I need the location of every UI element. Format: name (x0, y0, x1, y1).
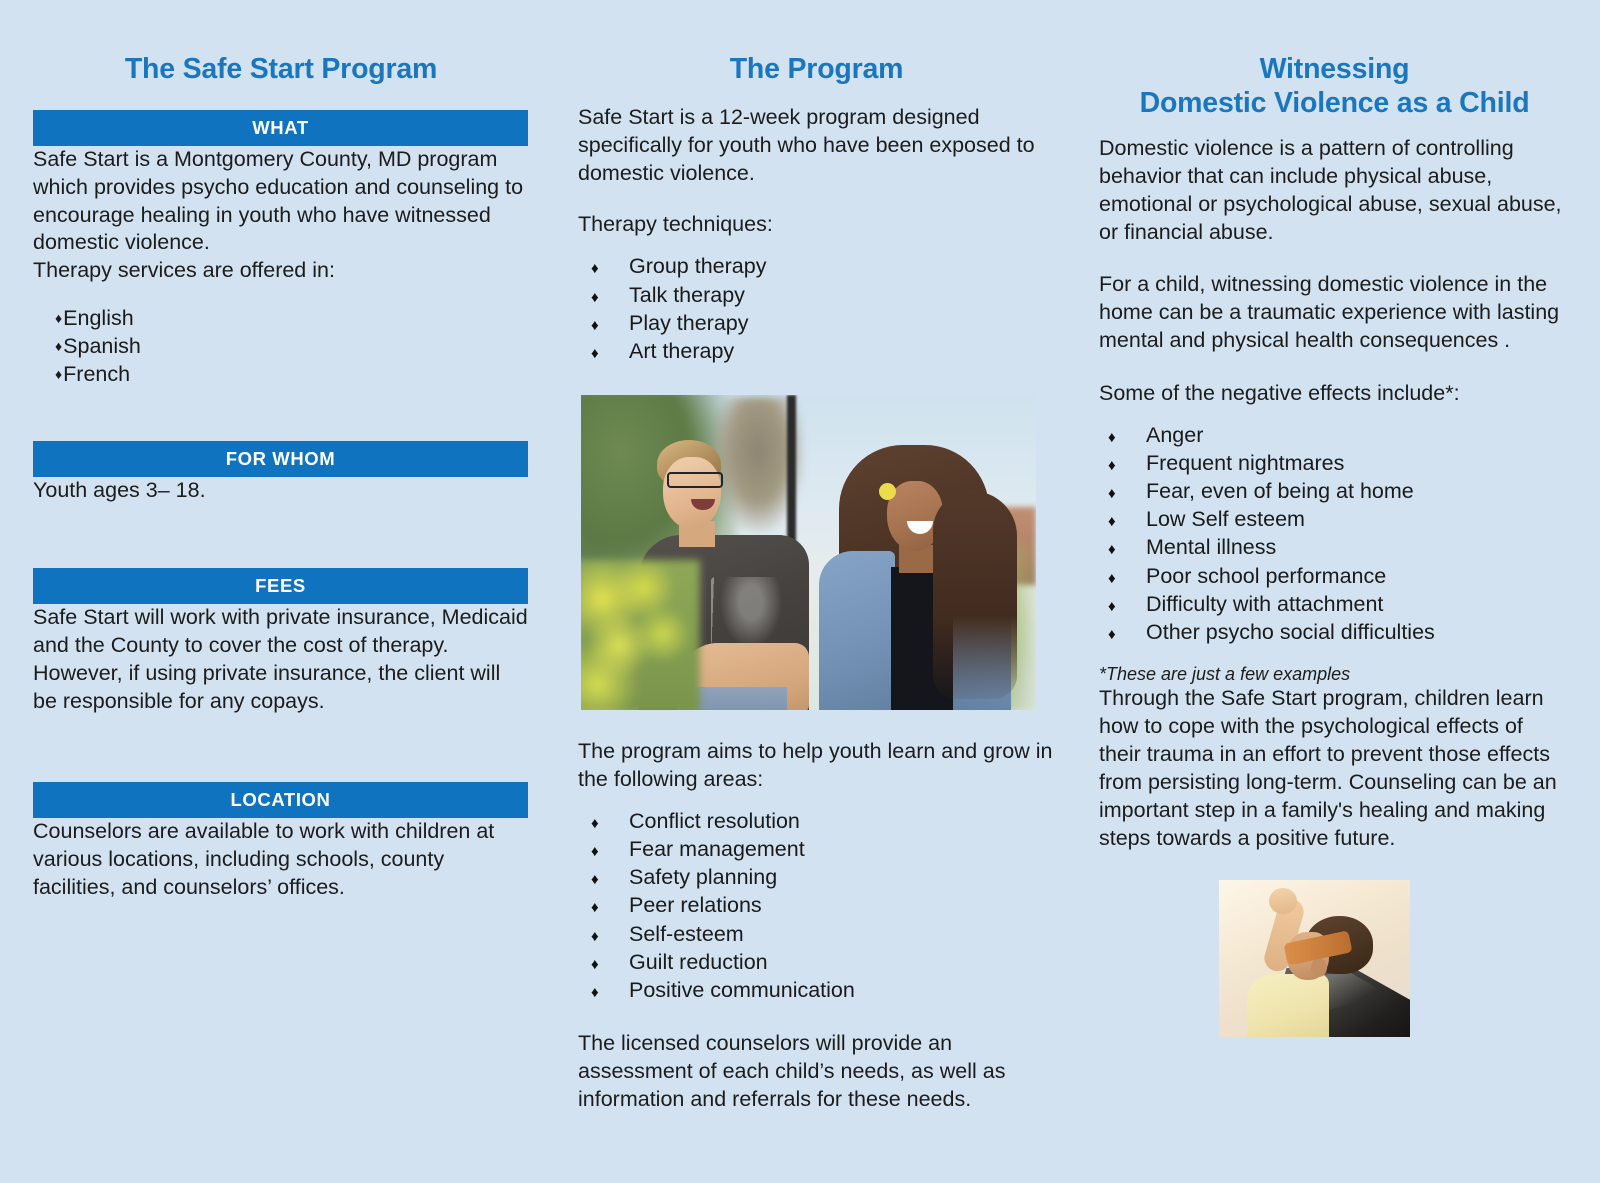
list-item (1099, 421, 1570, 449)
effect-label: Frequent nightmares (1146, 450, 1345, 475)
photo-boy-glasses (667, 472, 723, 488)
language-label: English (63, 306, 134, 331)
list-item (578, 920, 1055, 948)
section-bar-fees: FEES (33, 568, 528, 604)
bullet-diamond-icon: ♦ (55, 366, 63, 383)
dv-definition-paragraph: Domestic violence is a pattern of controlling behavior that can include physical abuse, emotional or psychological abuse, sexual abuse, or financial abuse. (1099, 136, 1562, 245)
photo-girl-hair-flower (879, 483, 896, 500)
technique-label: Art therapy (629, 338, 735, 363)
dv-child-impact-paragraph: For a child, witnessing domestic violence in the home can be a traumatic experience with lasting mental and physical health consequences . (1099, 272, 1560, 352)
bullet-diamond-icon: ♦ (1108, 625, 1116, 643)
aim-label: Guilt reduction (629, 949, 768, 974)
list-item (1099, 562, 1570, 590)
technique-label: Talk therapy (629, 282, 745, 307)
effect-label: Low Self esteem (1146, 507, 1305, 532)
technique-label: Group therapy (629, 254, 767, 279)
bullet-diamond-icon: ♦ (591, 344, 599, 362)
list-item (55, 361, 529, 389)
effect-label: Poor school performance (1146, 563, 1387, 588)
fees-paragraph: Safe Start will work with private insurance, Medicaid and the County to cover the cost of therapy. However, if using private insurance, the client will be responsible for any copays. (33, 605, 528, 713)
bullet-diamond-icon: ♦ (591, 814, 599, 832)
bullet-diamond-icon: ♦ (591, 871, 599, 889)
list-item (578, 976, 1055, 1004)
negative-effects-label: Some of the negative effects include*: (1099, 380, 1460, 405)
bullet-diamond-icon: ♦ (1108, 541, 1116, 559)
what-paragraph-2: Therapy services are offered in: (33, 258, 335, 283)
bullet-diamond-icon: ♦ (591, 983, 599, 1001)
list-item (55, 305, 529, 333)
language-label: Spanish (63, 334, 141, 359)
list-item (578, 252, 1055, 280)
photo-girl-jacket-left (819, 551, 895, 710)
list-item (578, 281, 1055, 309)
list-item (1099, 590, 1570, 618)
bullet-diamond-icon: ♦ (55, 310, 63, 327)
aim-label: Peer relations (629, 893, 762, 918)
language-label: French (63, 362, 131, 387)
bullet-diamond-icon: ♦ (591, 899, 599, 917)
effect-label: Anger (1146, 422, 1204, 447)
spacer (578, 710, 1055, 738)
photo-girl-hair-front (933, 491, 1017, 699)
bullet-diamond-icon: ♦ (1108, 513, 1116, 531)
section-bar-what: WHAT (33, 110, 528, 146)
bullet-diamond-icon: ♦ (55, 338, 63, 355)
right-column-title (1099, 53, 1570, 120)
list-item (578, 948, 1055, 976)
left-panel (0, 0, 553, 1183)
photo-child-shirt (1247, 974, 1329, 1037)
right-title-line-2: Domestic Violence as a Child (1139, 86, 1530, 119)
bullet-diamond-icon: ♦ (591, 843, 599, 861)
list-item (1099, 477, 1570, 505)
effects-footnote: *These are just a few examples (1099, 664, 1351, 684)
list-item (578, 835, 1055, 863)
bullet-diamond-icon: ♦ (1108, 485, 1116, 503)
section-bar-for-whom: FOR WHOM (33, 441, 528, 477)
hero-child-photo (1219, 880, 1410, 1037)
aim-label: Safety planning (629, 865, 778, 890)
bullet-diamond-icon: ♦ (591, 288, 599, 306)
list-item (578, 863, 1055, 891)
left-column-title: The Safe Start Program (124, 53, 438, 85)
for-whom-paragraph: Youth ages 3– 18. (33, 478, 206, 503)
middle-column-title: The Program (729, 53, 904, 85)
bullet-diamond-icon: ♦ (591, 316, 599, 334)
effect-label: Other psycho social difficulties (1146, 619, 1435, 644)
bullet-diamond-icon: ♦ (591, 927, 599, 945)
bullet-diamond-icon: ♦ (1108, 428, 1116, 446)
photo-child-fist (1269, 888, 1297, 914)
effect-label: Fear, even of being at home (1146, 479, 1414, 504)
therapy-techniques-list (578, 252, 1055, 365)
right-title-line-1: Witnessing (1259, 53, 1410, 85)
list-item (1099, 618, 1570, 646)
list-item (55, 333, 529, 361)
aim-label: Conflict resolution (629, 808, 800, 833)
therapy-techniques-label: Therapy techniques: (578, 212, 773, 237)
effect-label: Difficulty with attachment (1146, 591, 1384, 616)
list-item (1099, 505, 1570, 533)
list-item (578, 337, 1055, 365)
what-paragraph-1: Safe Start is a Montgomery County, MD program which provides psycho education and counseling to encourage healing in youth who have witnessed domestic violence. (33, 146, 524, 255)
program-aims-list (578, 807, 1055, 1004)
technique-label: Play therapy (629, 310, 749, 335)
bullet-diamond-icon: ♦ (591, 955, 599, 973)
aim-label: Self-esteem (629, 921, 744, 946)
bullet-diamond-icon: ♦ (1108, 569, 1116, 587)
languages-list (33, 305, 529, 389)
middle-panel (553, 0, 1065, 1183)
program-intro-paragraph: Safe Start is a 12-week program designed specifically for youth who have been exposed to domestic violence. (578, 104, 1035, 185)
aim-label: Positive communication (629, 977, 855, 1002)
location-paragraph: Counselors are available to work with children at various locations, including schools, county facilities, and counselors’ offices. (33, 818, 495, 899)
list-item (1099, 449, 1570, 477)
counselors-paragraph: The licensed counselors will provide an assessment of each child’s needs, as well as information and referrals for these needs. (578, 1030, 1006, 1111)
photo-boy-face (663, 457, 721, 529)
list-item (578, 891, 1055, 919)
bullet-diamond-icon: ♦ (1108, 597, 1116, 615)
effect-label: Mental illness (1146, 535, 1277, 560)
list-item (578, 807, 1055, 835)
bullet-diamond-icon: ♦ (1108, 456, 1116, 474)
list-item (1099, 533, 1570, 561)
section-bar-location: LOCATION (33, 782, 528, 818)
safe-start-outcome-paragraph: Through the Safe Start program, children learn how to cope with the psychological effects of their trauma in an effort to prevent those effects from persisting long-term. Counseling can be an important step in a family's healing and making steps towards a positive future. (1099, 686, 1557, 850)
bullet-diamond-icon: ♦ (591, 260, 599, 278)
list-item (578, 309, 1055, 337)
photo-flowers (581, 560, 700, 710)
photo-child-ear (1311, 958, 1327, 977)
teens-photo (581, 395, 1036, 710)
right-panel (1065, 0, 1600, 1183)
negative-effects-list (1099, 421, 1570, 646)
program-aims-label: The program aims to help youth learn and grow in the following areas: (578, 739, 1053, 791)
aim-label: Fear management (629, 837, 805, 862)
